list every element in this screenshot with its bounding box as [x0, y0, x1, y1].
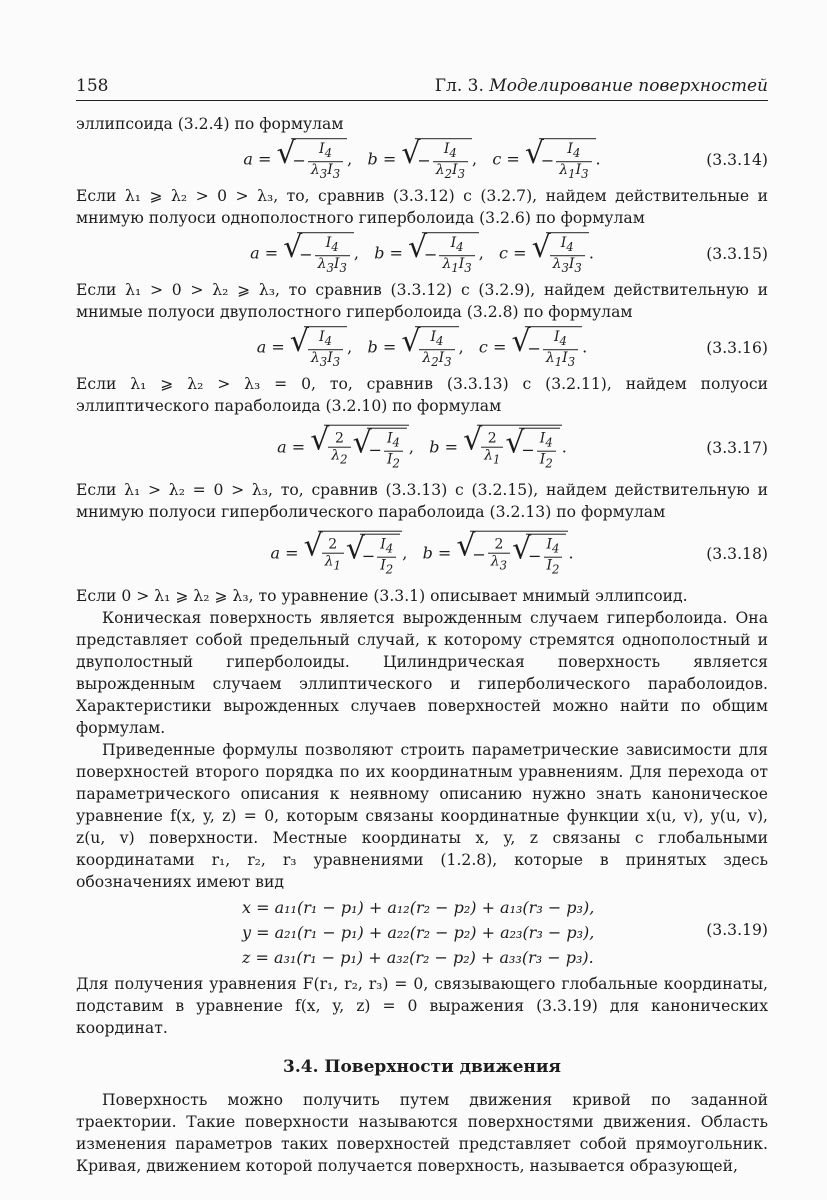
equation-line: y = a₂₁(r₁ − p₁) + a₂₂(r₂ − p₂) + a₂₃(r₃ − p₃),	[242, 923, 595, 942]
paragraph-9: Поверхность можно получить путем движения кривой по заданной траектории. Такие поверхности называются поверхностями движения. Область изменения параметров таких поверхностей представляет собой прямоугольник. Кривая, движением которой получается поверхность, называется образующей,	[76, 1091, 768, 1175]
equation-3-3-18	[76, 523, 768, 585]
equation-number: (3.3.14)	[706, 151, 768, 169]
equation-text	[76, 74, 77, 75]
equation-3-3-16	[76, 323, 768, 373]
equation-number: (3.3.18)	[706, 545, 768, 563]
equation-body: a = √ $\frac{I_4}{\lambda_3I_3}$ , b = √ $\frac{I_4}{\lambda_2I_3}$ , c = √ − $\frac{I_4}{\lambda_1I_3}$ .	[256, 324, 588, 369]
paragraph-2: Если λ₁ > 0 > λ₂ ⩾ λ₃, то сравнив (3.3.12) с (3.2.9), найдем действительную и мнимые полуоси двуполостного гиперболоида (3.2.8) по формулам	[76, 281, 768, 321]
chapter-label: Гл. 3.	[434, 76, 484, 96]
running-head	[435, 76, 768, 96]
equation-system	[242, 895, 594, 970]
equation-number: (3.3.15)	[706, 245, 768, 263]
equation-body: a = √ $\frac{2}{\lambda_1}$ √ − $\frac{I_4}{I_2}$ , b = √ − $\frac{2}{\lambda_3}$ √ − $\frac{I_4}{I_2}$ .	[270, 528, 574, 577]
equation-body: a = √ − $\frac{I_4}{\lambda_3I_3}$ , b = √ − $\frac{I_4}{\lambda_2I_3}$ , c = √ − $\frac{I_4}{\lambda_1I_3}$ .	[243, 136, 601, 181]
equation-number: (3.3.17)	[706, 439, 768, 457]
equation-3-3-17	[76, 417, 768, 479]
paragraph-8: Для получения уравнения F(r₁, r₂, r₃) = 0, связывающего глобальные координаты, подставим в уравнение f(x, y, z) = 0 выражения (3.3.19) для канонических координат.	[76, 975, 768, 1037]
section-heading: 3.4. Поверхности движения	[283, 1057, 561, 1077]
equation-body: a = √ $\frac{2}{\lambda_2}$ √ − $\frac{I_4}{I_2}$ , b = √ $\frac{2}{\lambda_1}$ √ − $\frac{I_4}{I_2}$ .	[277, 422, 567, 471]
equation-line: x = a₁₁(r₁ − p₁) + a₁₂(r₂ − p₂) + a₁₃(r₃ − p₃),	[242, 898, 595, 917]
paragraph-6: Коническая поверхность является вырожденным случаем гиперболоида. Она представляет собой предельный случай, к которому стремятся однополостный и двуполостный гиперболоиды. Цилиндрическая поверхность является вырожденным случаем эллиптического и гиперболического параболоидов. Характеристики вырожденных случаев поверхностей можно найти по общим формулам.	[76, 609, 768, 737]
paragraph-7: Приведенные формулы позволяют строить параметрические зависимости для поверхностей второго порядка по их координатным уравнениям. Для перехода от параметрического описания к неявному описанию нужно знать каноническое уравнение f(x, y, z) = 0, которым связаны координатные функции x(u, v), y(u, v), z(u, v) поверхности. Местные координаты x, y, z связаны с глобальными координатами r₁, r₂, r₃ уравнениями (1.2.8), которые в принятых здесь обозначениях имеют вид	[76, 741, 768, 891]
paragraph-3: Если λ₁ ⩾ λ₂ > λ₃ = 0, то, сравнив (3.3.13) с (3.2.11), найдем полуоси эллиптического параболоида (3.2.10) по формулам	[76, 375, 768, 415]
paragraph-intro: эллипсоида (3.2.4) по формулам	[76, 115, 344, 133]
book-page	[76, 74, 768, 1177]
equation-number: (3.3.19)	[706, 921, 768, 939]
paragraph-1: Если λ₁ ⩾ λ₂ > 0 > λ₃, то, сравнив (3.3.12) с (3.2.7), найдем действительные и мнимую полуоси однополостного гиперболоида (3.2.6) по формулам	[76, 187, 768, 227]
equation-3-3-15	[76, 229, 768, 279]
equation-line: z = a₃₁(r₁ − p₁) + a₃₂(r₂ − p₂) + a₃₃(r₃ − p₃).	[242, 948, 594, 967]
paragraph-5: Если 0 > λ₁ ⩾ λ₂ ⩾ λ₃, то уравнение (3.3.1) описывает мнимый эллипсоид.	[76, 587, 688, 605]
equation-3-3-14	[76, 135, 768, 185]
page-header	[76, 74, 768, 101]
equation-body: a = √ − $\frac{I_4}{\lambda_3I_3}$ , b = √ − $\frac{I_4}{\lambda_1I_3}$ , c = √ $\frac{I_4}{\lambda_3I_3}$ .	[250, 230, 594, 275]
chapter-title: Моделирование поверхностей	[489, 76, 768, 96]
equation-3-3-19	[76, 893, 768, 973]
paragraph-4: Если λ₁ > λ₂ = 0 > λ₃, то, сравнив (3.3.13) с (3.2.15), найдем действительную и мнимую полуоси гиперболического параболоида (3.2.13) по формулам	[76, 481, 768, 521]
equation-number: (3.3.16)	[706, 339, 768, 357]
page-number: 158	[76, 76, 109, 96]
